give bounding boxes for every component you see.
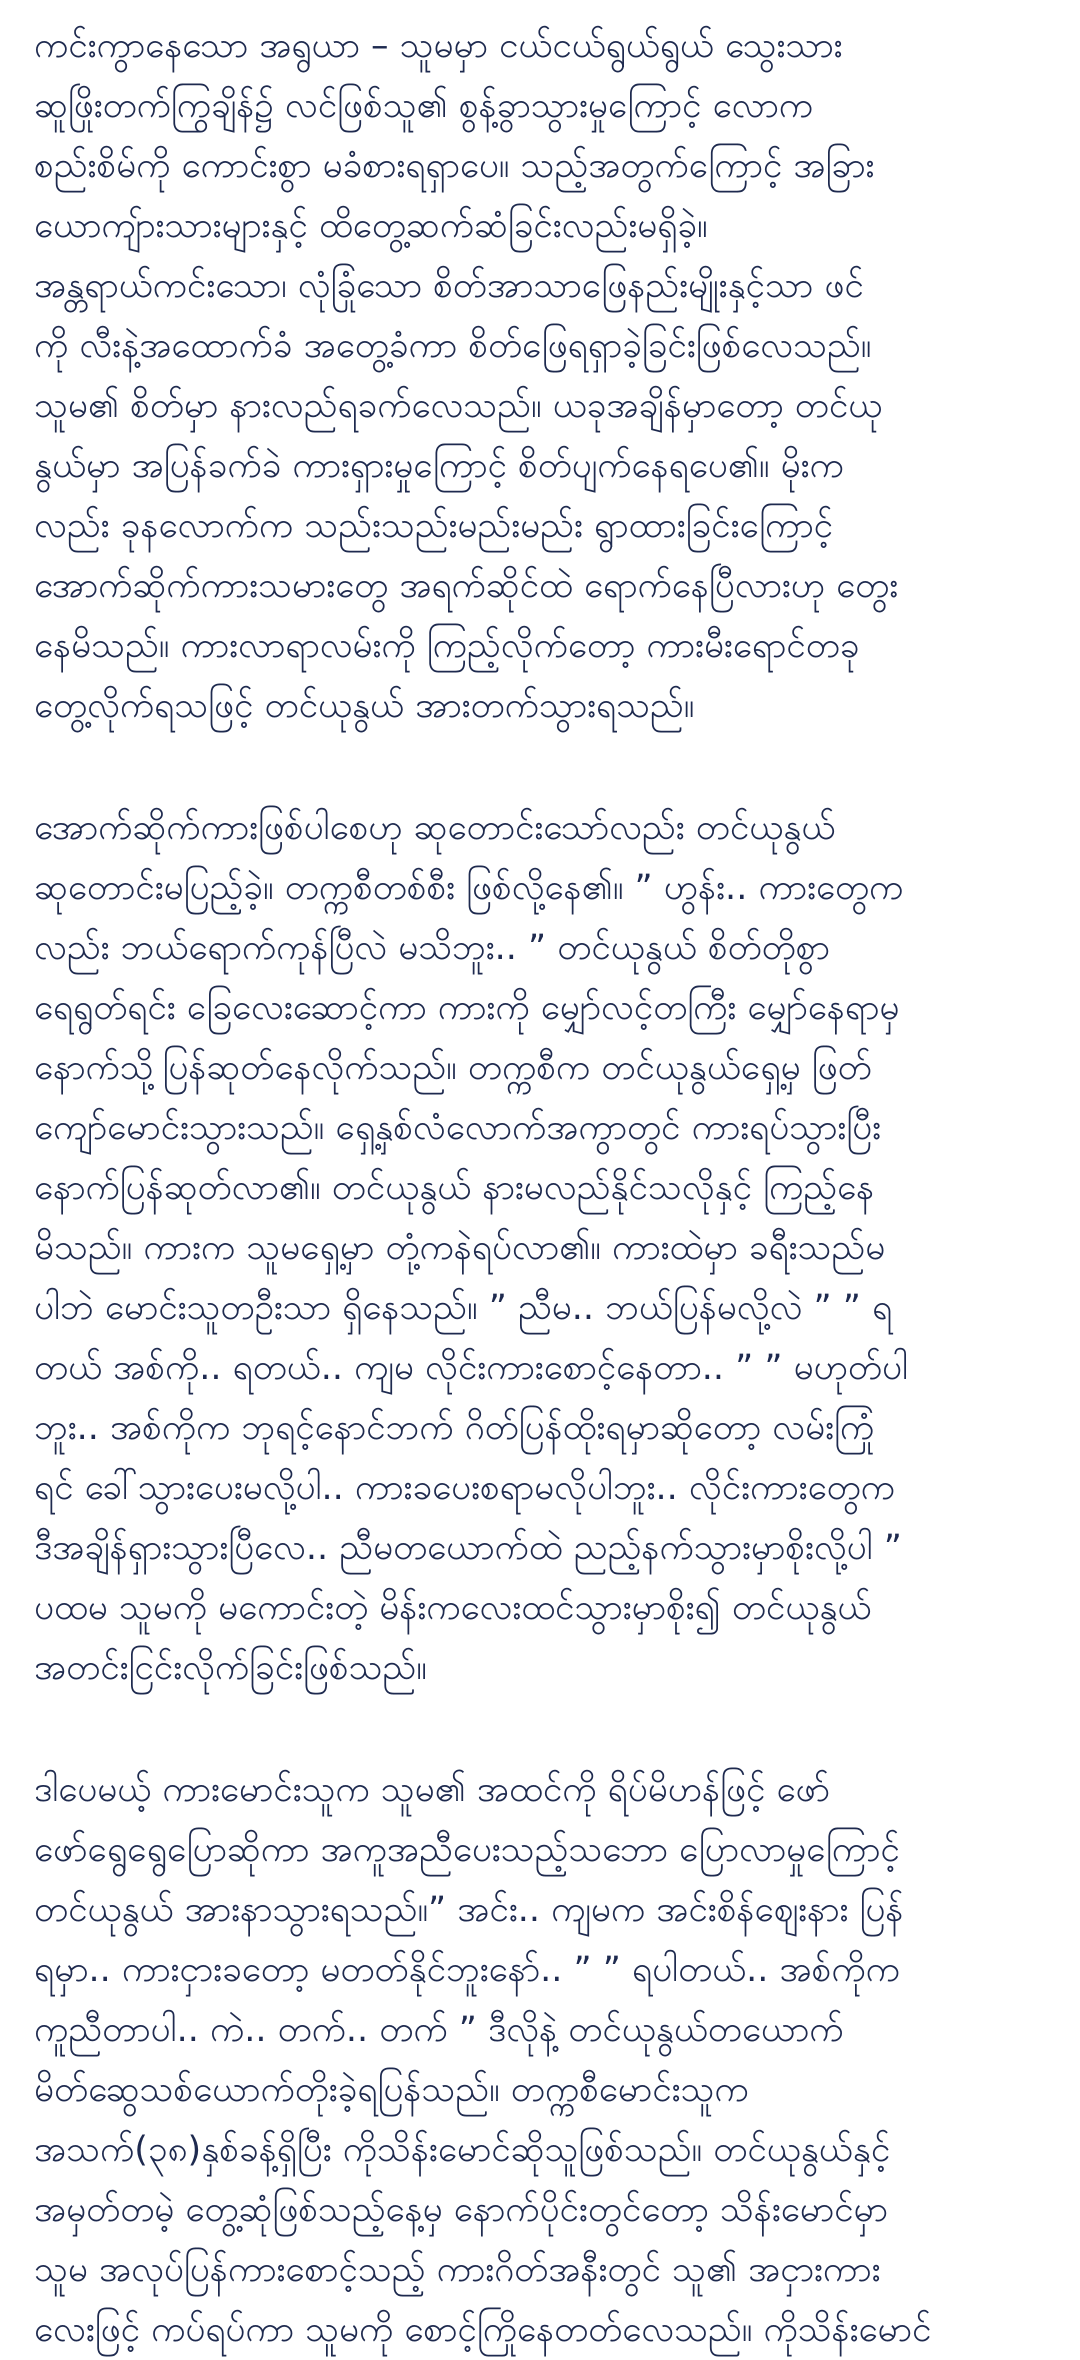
article-paragraph-3: ဒါပေမယ့် ကားမောင်းသူက သူမ၏ အထင်ကို ရိပ်မိဟန်ဖြင့် ဖော် ဖော်ရွေရွေပြောဆိုကာ အကူအညီပေးသည့်သဘော ပြောလာမှုကြောင့် တင်ယုနွယ် အားနာသွားရသည်။” အင်း.. ကျမက အင်းစိန်ဈေးနား ပြန် ရမှာ.. ကားငှားခတော့ မတတ်နိုင်ဘူးနော်.. ” ” ရပါတယ်.. အစ်ကိုက ကူညီတာပါ.. ကဲ.. တက်.. တက် ” ဒီလိုနဲ့ တင်ယုနွယ်တယောက် မိတ်ဆွေသစ်ယောက်တိုးခဲ့ရပြန်သည်။ တက္ကစီမောင်းသူက အသက်(၃၈)နှစ်ခန့်ရှိပြီး ကိုသိန်းမောင်ဆိုသူဖြစ်သည်။ တင်ယုနွယ်နှင့် အမှတ်တမဲ့ တွေ့ဆုံဖြစ်သည့်နေ့မှ နောက်ပိုင်းတွင်တော့ သိန်းမောင်မှာ သူမ အလုပ်ပြန်ကားစောင့်သည့် ကားဂိတ်အနီးတွင် သူ၏ အငှားကား လေးဖြင့် ကပ်ရပ်ကာ သူမကို စောင့်ကြိုနေတတ်လေသည်။ ကိုသိန်းမောင် — [34, 1770, 932, 2350]
article-paragraph-1: ကင်းကွာနေသော အရွယာ – သူမမှာ ငယ်ငယ်ရွယ်ရွယ် သွေးသား ဆူဖြိုးတက်ကြွချိန်၌ လင်ဖြစ်သူ၏ စွန့်ခွာသွားမှုကြောင့် လောက စည်းစိမ်ကို ကောင်းစွာ မခံစားရရှာပေ။ သည့်အတွက်ကြောင့် အခြား ယောကျ်ားသားများနှင့် ထိတွေ့ဆက်ဆံခြင်းလည်းမရှိခဲ့။ အန္တရာယ်ကင်းသော၊ လုံခြုံသော စိတ်အာသာဖြေနည်းမျိုးနှင့်သာ ဖင် ကို လီးနဲ့အထောက်ခံ အတွေ့ခံကာ စိတ်ဖြေရရှာခဲ့ခြင်းဖြစ်လေသည်။ သူမ၏ စိတ်မှာ နားလည်ရခက်လေသည်။ ယခုအချိန်မှာတော့ တင်ယု နွယ်မှာ အပြန်ခက်ခဲ ကားရှားမှုကြောင့် စိတ်ပျက်နေရပေ၏။ မိုးက လည်း ခုနလောက်က သည်းသည်းမည်းမည်း ရွာထားခြင်းကြောင့် အောက်ဆိုက်ကားသမားတွေ အရက်ဆိုင်ထဲ ရောက်နေပြီလားဟု တွေး နေမိသည်။ ကားလာရာလမ်းကို ကြည့်လိုက်တော့ ကားမီးရောင်တခု တွေ့လိုက်ရသဖြင့် တင်ယုနွယ် အားတက်သွားရသည်။ — [34, 26, 899, 726]
article-paragraph-2: အောက်ဆိုက်ကားဖြစ်ပါစေဟု ဆုတောင်းသော်လည်း တင်ယုနွယ် ဆုတောင်းမပြည့်ခဲ့။ တက္ကစီတစ်စီး ဖြစ်လို့နေ၏။ ” ဟွန်း.. ကားတွေက လည်း ဘယ်ရောက်ကုန်ပြီလဲ မသိဘူး.. ” တင်ယုနွယ် စိတ်တိုစွာ ရေရွတ်ရင်း ခြေလေးဆောင့်ကာ ကားကို မျှော်လင့်တကြီး မျှော်နေရာမှ နောက်သို့ပြန်ဆုတ်နေလိုက်သည်။ တက္ကစီက တင်ယုနွယ်ရှေ့မှ ဖြတ် ကျော်မောင်းသွားသည်။ ရှေ့နှစ်လံလောက်အကွာတွင် ကားရပ်သွားပြီး နောက်ပြန်ဆုတ်လာ၏။ တင်ယုနွယ် နားမလည်နိုင်သလိုနှင့် ကြည့်နေ မိသည်။ ကားက သူမရှေ့မှာ တုံ့ကနဲရပ်လာ၏။ ကားထဲမှာ ခရီးသည်မ ပါဘဲ မောင်းသူတဦးသာ ရှိနေသည်။ ” ညီမ.. ဘယ်ပြန်မလို့လဲ ” ” ရ တယ် အစ်ကို.. ရတယ်.. ကျမ လိုင်းကားစောင့်နေတာ.. ” ” မဟုတ်ပါ ဘူး.. အစ်ကိုက ဘုရင့်နောင်ဘက် ဂိတ်ပြန်ထိုးရမှာဆိုတော့ လမ်းကြုံ ရင် ခေါ်သွားပေးမလို့ပါ.. ကားခပေးစရာမလိုပါဘူး.. လိုင်းကားတွေက ဒီအချိန်ရှားသွားပြီလေ.. ညီမတယောက်ထဲ ညည့်နက်သွားမှာစိုးလို့ပါ ” ပထမ သူမကို မကောင်းတဲ့ မိန်းကလေးထင်သွားမှာစိုး၍ တင်ယုနွယ် အတင်းငြင်းလိုက်ခြင်းဖြစ်သည်။ — [34, 808, 908, 1688]
